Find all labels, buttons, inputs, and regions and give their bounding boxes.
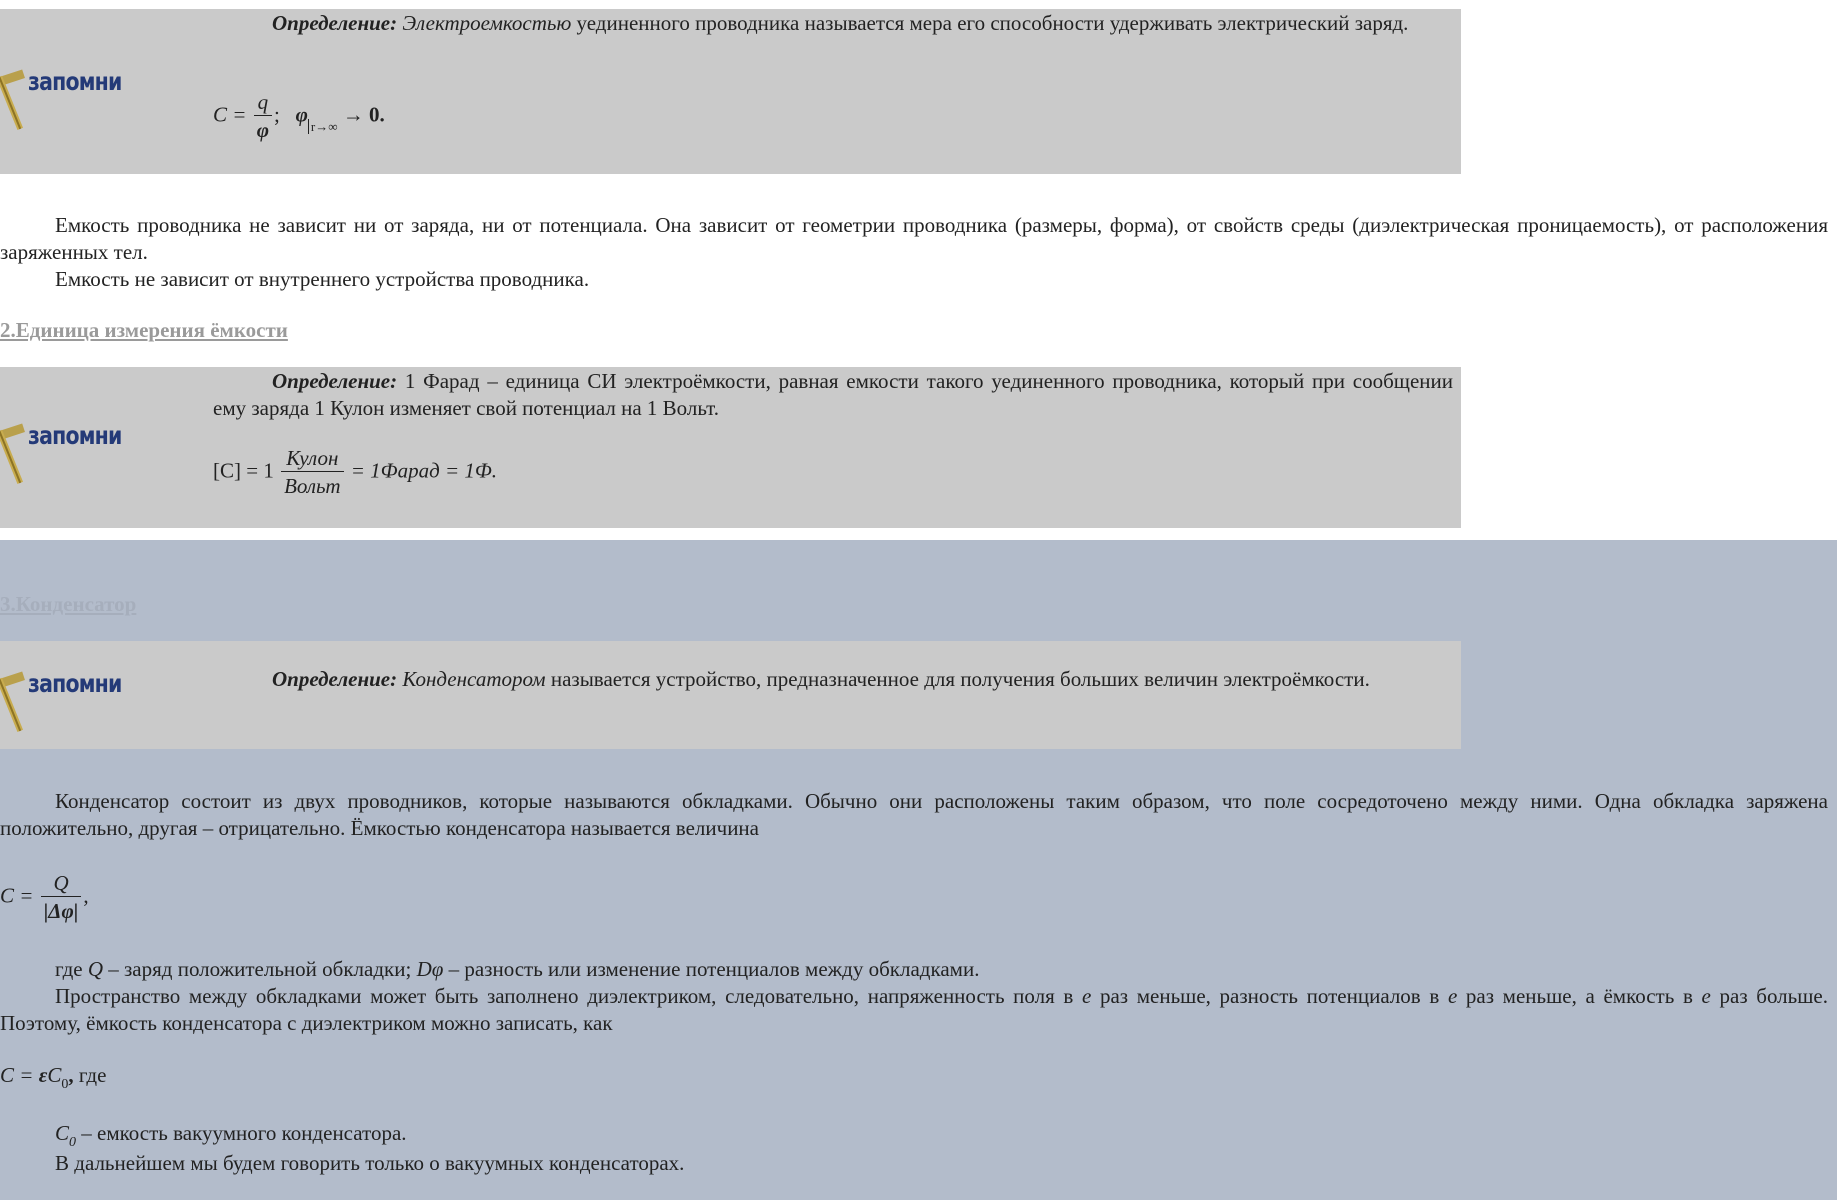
formula-lhs: C = xyxy=(213,102,247,127)
definition-term: Электроемкостью xyxy=(402,11,572,35)
text-part: раз меньше, а ёмкость в xyxy=(1457,984,1702,1008)
remember-badge-label: запомни xyxy=(28,67,122,96)
definition-lead: Определение: xyxy=(272,11,398,35)
formula-tail: , xyxy=(68,1063,74,1087)
remember-badge xyxy=(0,663,125,733)
symbol-epsilon: ε xyxy=(38,1063,48,1087)
remember-badge xyxy=(0,61,125,131)
symbol-c: C xyxy=(55,1121,70,1145)
text-part: где xyxy=(78,1063,107,1087)
formula-denominator: φ xyxy=(256,118,269,142)
symbol-e: e xyxy=(1081,984,1092,1008)
symbol-e: e xyxy=(1701,984,1711,1008)
text-part: раз больше. Поэтому, ёмкость конденсатора с диэлектриком можно записать, как xyxy=(0,984,1828,1035)
formula-tail: → 0. xyxy=(342,102,385,127)
formula-numerator: Q xyxy=(41,870,82,897)
definition-text xyxy=(213,368,1453,422)
paragraph-text: Емкость проводника не зависит ни от заряда, ни от потенциала. Она зависит от геометрии проводника (размеры, форма), от свойств среды (диэлектрическая проницаемость), от расположения заряженных тел. xyxy=(0,213,1828,264)
paragraph-dielectric xyxy=(0,983,1828,1037)
formula-denominator: |Δφ| xyxy=(43,899,79,923)
paragraph-capacitor-structure xyxy=(0,788,1828,842)
definition-text xyxy=(213,10,1453,37)
formula-separator: ; xyxy=(273,102,280,127)
remember-badge-label: запомни xyxy=(28,421,122,450)
formula-tail: , xyxy=(83,883,89,908)
text-part: – емкость вакуумного конденсатора. xyxy=(76,1121,407,1145)
paragraph-internal-structure xyxy=(0,266,1828,293)
symbol-e: e xyxy=(1447,984,1458,1008)
definition-lead: Определение: xyxy=(272,667,398,691)
paragraph-where-q xyxy=(0,956,1828,983)
paragraph-text: Конденсатор состоит из двух проводников, которые называются обкладками. Обычно они расположены таким образом, что поле сосредоточено между ними. Одна обкладка заряжена положительно, другая – отрицательно. Ёмкостью конденсатора называется величина xyxy=(0,789,1828,840)
text-part: Пространство между обкладками может быть заполнено диэлектриком, следовательно, напряженность поля в xyxy=(55,984,1082,1008)
text-part: – заряд положительной обкладки; xyxy=(103,957,417,981)
remember-badge xyxy=(0,415,125,485)
definition-term: Конденсатором xyxy=(402,667,546,691)
text-part: – разность или изменение потенциалов между обкладками. xyxy=(443,957,980,981)
paragraph-vacuum-only xyxy=(55,1150,684,1177)
section-heading-unit[interactable]: 2.Единица измерения ёмкости xyxy=(0,318,288,342)
formula-fraction xyxy=(41,870,82,925)
paragraph-capacitance-dependence xyxy=(0,212,1828,266)
farad-formula xyxy=(213,445,497,500)
formula-denominator: Вольт xyxy=(284,474,341,498)
dielectric-formula xyxy=(0,1062,106,1098)
text-part: где xyxy=(55,957,88,981)
text-part: раз меньше, разность потенциалов в xyxy=(1091,984,1448,1008)
subscript: 0 xyxy=(61,1077,69,1092)
page-bottom-section xyxy=(0,540,1837,1200)
formula-fraction xyxy=(281,445,343,500)
definition-lead: Определение: xyxy=(272,369,398,393)
formula-lhs: C = xyxy=(0,1063,39,1087)
formula-limit: r→∞ xyxy=(308,119,338,134)
formula-lhs: C = xyxy=(0,883,34,908)
definition-text xyxy=(213,666,1453,693)
formula-rhs: = 1Фарад = 1Ф. xyxy=(350,458,498,483)
paragraph-text: Емкость не зависит от внутреннего устройства проводника. xyxy=(55,267,590,291)
paragraph-text: В дальнейшем мы будем говорить только о вакуумных конденсаторах. xyxy=(55,1151,685,1175)
remember-box-definition-capacitance xyxy=(0,9,1461,174)
formula-phi: φ xyxy=(295,102,308,127)
symbol-q: Q xyxy=(87,957,103,981)
remember-box-capacitor xyxy=(0,641,1461,749)
symbol-dphi: Dφ xyxy=(416,957,444,981)
subscript: 0 xyxy=(69,1135,77,1150)
formula-fraction xyxy=(254,89,272,144)
definition-body: называется устройство, предназначенное для получения больших величин электроёмкости. xyxy=(545,667,1370,691)
formula-numerator: q xyxy=(254,89,272,116)
section-heading-capacitor[interactable]: 3.Конденсатор xyxy=(0,592,137,616)
capacitor-formula xyxy=(0,870,89,925)
remember-badge-label: запомни xyxy=(28,669,122,698)
remember-box-farad xyxy=(0,367,1461,528)
formula-lhs: [C] = 1 xyxy=(213,458,274,483)
definition-body: 1 Фарад – единица СИ электроёмкости, равная емкости такого уединенного проводника, который при сообщении ему заряда 1 Кулон изменяет свой потенциал на 1 Вольт. xyxy=(213,369,1453,420)
symbol-c: C xyxy=(47,1063,62,1087)
definition-body: уединенного проводника называется мера его способности удерживать электрический заряд. xyxy=(571,11,1409,35)
formula-numerator: Кулон xyxy=(281,445,343,472)
capacitance-formula xyxy=(213,89,385,144)
